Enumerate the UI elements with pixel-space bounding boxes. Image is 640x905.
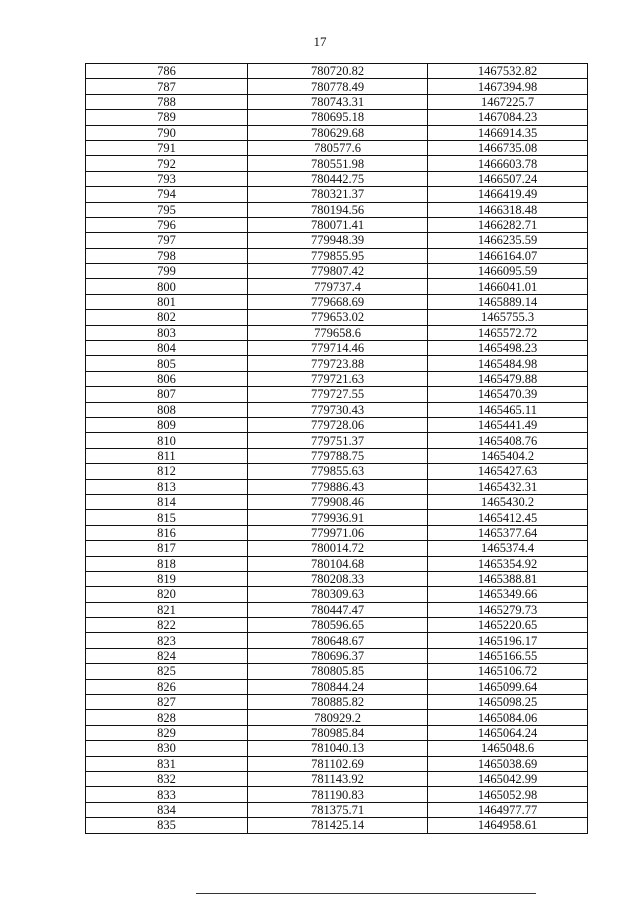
point-number-cell: 823 [86, 633, 248, 648]
table-row [86, 479, 588, 494]
point-number-cell: 786 [86, 64, 248, 79]
coordinates-table [85, 63, 588, 834]
point-number-cell: 798 [86, 248, 248, 263]
table-row [86, 664, 588, 679]
point-number-cell: 821 [86, 602, 248, 617]
y-coordinate-cell: 1466735.08 [428, 140, 588, 155]
x-coordinate-cell: 780695.18 [248, 110, 428, 125]
x-coordinate-cell: 779658.6 [248, 325, 428, 340]
point-number-cell: 818 [86, 556, 248, 571]
point-number-cell: 824 [86, 648, 248, 663]
point-number-cell: 790 [86, 125, 248, 140]
table-row [86, 525, 588, 540]
table-row [86, 602, 588, 617]
y-coordinate-cell: 1465279.73 [428, 602, 588, 617]
point-number-cell: 816 [86, 525, 248, 540]
x-coordinate-cell: 780696.37 [248, 648, 428, 663]
table-row [86, 94, 588, 109]
y-coordinate-cell: 1466282.71 [428, 217, 588, 232]
y-coordinate-cell: 1465374.4 [428, 541, 588, 556]
x-coordinate-cell: 779908.46 [248, 494, 428, 509]
y-coordinate-cell: 1465465.11 [428, 402, 588, 417]
table-row [86, 356, 588, 371]
x-coordinate-cell: 779653.02 [248, 310, 428, 325]
point-number-cell: 794 [86, 187, 248, 202]
y-coordinate-cell: 1465106.72 [428, 664, 588, 679]
x-coordinate-cell: 780720.82 [248, 64, 428, 79]
y-coordinate-cell: 1465098.25 [428, 695, 588, 710]
x-coordinate-cell: 779948.39 [248, 233, 428, 248]
point-number-cell: 813 [86, 479, 248, 494]
point-number-cell: 789 [86, 110, 248, 125]
x-coordinate-cell: 780577.6 [248, 140, 428, 155]
y-coordinate-cell: 1465470.39 [428, 387, 588, 402]
point-number-cell: 834 [86, 802, 248, 817]
x-coordinate-cell: 779737.4 [248, 279, 428, 294]
y-coordinate-cell: 1464977.77 [428, 802, 588, 817]
x-coordinate-cell: 780648.67 [248, 633, 428, 648]
point-number-cell: 825 [86, 664, 248, 679]
y-coordinate-cell: 1465430.2 [428, 494, 588, 509]
table-row [86, 818, 588, 833]
table-row [86, 679, 588, 694]
table-row [86, 618, 588, 633]
point-number-cell: 809 [86, 417, 248, 432]
y-coordinate-cell: 1465196.17 [428, 633, 588, 648]
point-number-cell: 793 [86, 171, 248, 186]
point-number-cell: 827 [86, 695, 248, 710]
x-coordinate-cell: 780778.49 [248, 79, 428, 94]
y-coordinate-cell: 1466603.78 [428, 156, 588, 171]
point-number-cell: 787 [86, 79, 248, 94]
point-number-cell: 830 [86, 741, 248, 756]
point-number-cell: 803 [86, 325, 248, 340]
y-coordinate-cell: 1465755.3 [428, 310, 588, 325]
x-coordinate-cell: 779855.95 [248, 248, 428, 263]
y-coordinate-cell: 1465572.72 [428, 325, 588, 340]
table-row [86, 433, 588, 448]
y-coordinate-cell: 1465441.49 [428, 417, 588, 432]
y-coordinate-cell: 1465484.98 [428, 356, 588, 371]
point-number-cell: 811 [86, 448, 248, 463]
y-coordinate-cell: 1465432.31 [428, 479, 588, 494]
table-row [86, 587, 588, 602]
point-number-cell: 795 [86, 202, 248, 217]
table-row [86, 202, 588, 217]
table-row [86, 264, 588, 279]
y-coordinate-cell: 1465048.6 [428, 741, 588, 756]
point-number-cell: 792 [86, 156, 248, 171]
y-coordinate-cell: 1465404.2 [428, 448, 588, 463]
point-number-cell: 808 [86, 402, 248, 417]
y-coordinate-cell: 1465038.69 [428, 756, 588, 771]
y-coordinate-cell: 1466507.24 [428, 171, 588, 186]
table-row [86, 110, 588, 125]
table-row [86, 387, 588, 402]
y-coordinate-cell: 1465042.99 [428, 771, 588, 786]
y-coordinate-cell: 1467225.7 [428, 94, 588, 109]
table-row [86, 756, 588, 771]
table-row [86, 417, 588, 432]
x-coordinate-cell: 779730.43 [248, 402, 428, 417]
y-coordinate-cell: 1465052.98 [428, 787, 588, 802]
x-coordinate-cell: 780743.31 [248, 94, 428, 109]
point-number-cell: 791 [86, 140, 248, 155]
x-coordinate-cell: 779788.75 [248, 448, 428, 463]
y-coordinate-cell: 1465412.45 [428, 510, 588, 525]
x-coordinate-cell: 780844.24 [248, 679, 428, 694]
point-number-cell: 815 [86, 510, 248, 525]
point-number-cell: 826 [86, 679, 248, 694]
table-row [86, 279, 588, 294]
table-row [86, 64, 588, 79]
table-row [86, 802, 588, 817]
y-coordinate-cell: 1465099.64 [428, 679, 588, 694]
table-row [86, 156, 588, 171]
table-row [86, 556, 588, 571]
y-coordinate-cell: 1467394.98 [428, 79, 588, 94]
point-number-cell: 828 [86, 710, 248, 725]
y-coordinate-cell: 1467532.82 [428, 64, 588, 79]
point-number-cell: 800 [86, 279, 248, 294]
table-row [86, 248, 588, 263]
x-coordinate-cell: 779886.43 [248, 479, 428, 494]
point-number-cell: 835 [86, 818, 248, 833]
table-row [86, 341, 588, 356]
table-row [86, 710, 588, 725]
y-coordinate-cell: 1466164.07 [428, 248, 588, 263]
table-row [86, 448, 588, 463]
point-number-cell: 788 [86, 94, 248, 109]
point-number-cell: 831 [86, 756, 248, 771]
y-coordinate-cell: 1466914.35 [428, 125, 588, 140]
x-coordinate-cell: 780321.37 [248, 187, 428, 202]
y-coordinate-cell: 1466318.48 [428, 202, 588, 217]
table-row [86, 464, 588, 479]
y-coordinate-cell: 1465427.63 [428, 464, 588, 479]
point-number-cell: 805 [86, 356, 248, 371]
table-row [86, 571, 588, 586]
x-coordinate-cell: 781102.69 [248, 756, 428, 771]
x-coordinate-cell: 781190.83 [248, 787, 428, 802]
y-coordinate-cell: 1465498.23 [428, 341, 588, 356]
point-number-cell: 814 [86, 494, 248, 509]
y-coordinate-cell: 1466095.59 [428, 264, 588, 279]
point-number-cell: 799 [86, 264, 248, 279]
y-coordinate-cell: 1466041.01 [428, 279, 588, 294]
x-coordinate-cell: 780104.68 [248, 556, 428, 571]
x-coordinate-cell: 781143.92 [248, 771, 428, 786]
x-coordinate-cell: 779971.06 [248, 525, 428, 540]
x-coordinate-cell: 780194.56 [248, 202, 428, 217]
table-row [86, 125, 588, 140]
x-coordinate-cell: 779668.69 [248, 294, 428, 309]
point-number-cell: 829 [86, 725, 248, 740]
x-coordinate-cell: 781040.13 [248, 741, 428, 756]
point-number-cell: 807 [86, 387, 248, 402]
x-coordinate-cell: 780014.72 [248, 541, 428, 556]
table-row [86, 140, 588, 155]
x-coordinate-cell: 779751.37 [248, 433, 428, 448]
x-coordinate-cell: 779727.55 [248, 387, 428, 402]
x-coordinate-cell: 780929.2 [248, 710, 428, 725]
y-coordinate-cell: 1466419.49 [428, 187, 588, 202]
x-coordinate-cell: 779807.42 [248, 264, 428, 279]
x-coordinate-cell: 780551.98 [248, 156, 428, 171]
y-coordinate-cell: 1467084.23 [428, 110, 588, 125]
y-coordinate-cell: 1465166.55 [428, 648, 588, 663]
x-coordinate-cell: 780071.41 [248, 217, 428, 232]
x-coordinate-cell: 780985.84 [248, 725, 428, 740]
table-row [86, 648, 588, 663]
x-coordinate-cell: 780885.82 [248, 695, 428, 710]
y-coordinate-cell: 1465889.14 [428, 294, 588, 309]
table-row [86, 695, 588, 710]
point-number-cell: 822 [86, 618, 248, 633]
coordinates-table-body [86, 64, 588, 834]
table-row [86, 741, 588, 756]
x-coordinate-cell: 781375.71 [248, 802, 428, 817]
y-coordinate-cell: 1465354.92 [428, 556, 588, 571]
table-row [86, 171, 588, 186]
point-number-cell: 820 [86, 587, 248, 602]
table-row [86, 787, 588, 802]
y-coordinate-cell: 1466235.59 [428, 233, 588, 248]
point-number-cell: 817 [86, 541, 248, 556]
point-number-cell: 810 [86, 433, 248, 448]
table-row [86, 217, 588, 232]
y-coordinate-cell: 1465084.06 [428, 710, 588, 725]
point-number-cell: 819 [86, 571, 248, 586]
x-coordinate-cell: 780208.33 [248, 571, 428, 586]
y-coordinate-cell: 1465408.76 [428, 433, 588, 448]
y-coordinate-cell: 1465349.66 [428, 587, 588, 602]
table-row [86, 294, 588, 309]
x-coordinate-cell: 780805.85 [248, 664, 428, 679]
point-number-cell: 806 [86, 371, 248, 386]
y-coordinate-cell: 1465220.65 [428, 618, 588, 633]
y-coordinate-cell: 1465479.88 [428, 371, 588, 386]
x-coordinate-cell: 780447.47 [248, 602, 428, 617]
point-number-cell: 802 [86, 310, 248, 325]
page-number: 17 [313, 34, 327, 49]
x-coordinate-cell: 781425.14 [248, 818, 428, 833]
point-number-cell: 796 [86, 217, 248, 232]
table-row [86, 371, 588, 386]
x-coordinate-cell: 779714.46 [248, 341, 428, 356]
point-number-cell: 812 [86, 464, 248, 479]
table-row [86, 233, 588, 248]
table-row [86, 187, 588, 202]
table-row [86, 771, 588, 786]
x-coordinate-cell: 780596.65 [248, 618, 428, 633]
y-coordinate-cell: 1465064.24 [428, 725, 588, 740]
table-row [86, 79, 588, 94]
table-row [86, 541, 588, 556]
table-row [86, 510, 588, 525]
point-number-cell: 801 [86, 294, 248, 309]
table-row [86, 402, 588, 417]
x-coordinate-cell: 779721.63 [248, 371, 428, 386]
y-coordinate-cell: 1464958.61 [428, 818, 588, 833]
y-coordinate-cell: 1465388.81 [428, 571, 588, 586]
x-coordinate-cell: 779855.63 [248, 464, 428, 479]
table-row [86, 725, 588, 740]
point-number-cell: 832 [86, 771, 248, 786]
x-coordinate-cell: 779723.88 [248, 356, 428, 371]
point-number-cell: 804 [86, 341, 248, 356]
y-coordinate-cell: 1465377.64 [428, 525, 588, 540]
bottom-divider [196, 893, 536, 894]
table-row [86, 633, 588, 648]
table-row [86, 310, 588, 325]
x-coordinate-cell: 779728.06 [248, 417, 428, 432]
x-coordinate-cell: 779936.91 [248, 510, 428, 525]
table-row [86, 494, 588, 509]
x-coordinate-cell: 780629.68 [248, 125, 428, 140]
x-coordinate-cell: 780442.75 [248, 171, 428, 186]
point-number-cell: 833 [86, 787, 248, 802]
x-coordinate-cell: 780309.63 [248, 587, 428, 602]
point-number-cell: 797 [86, 233, 248, 248]
table-row [86, 325, 588, 340]
